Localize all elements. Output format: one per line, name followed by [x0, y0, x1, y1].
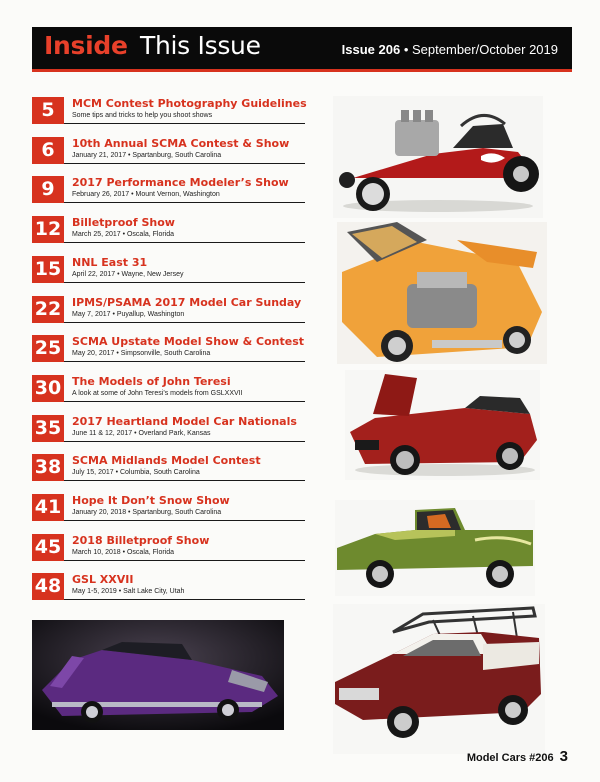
toc-page-number: 45 [32, 534, 64, 561]
toc-entry [32, 176, 305, 204]
toc-page-number: 6 [32, 137, 64, 164]
toc-page-number: 22 [32, 296, 64, 323]
toc-divider [64, 163, 305, 164]
toc-title: 2018 Billetproof Show [72, 534, 210, 547]
toc-divider [64, 242, 305, 243]
toc-subtitle: May 7, 2017 • Puyallup, Washington [72, 311, 185, 318]
toc-entry [32, 296, 305, 324]
issue-info [342, 42, 558, 57]
toc-title: SCMA Midlands Model Contest [72, 454, 261, 467]
photo-orange-nova [337, 222, 547, 364]
toc-entry [32, 216, 305, 244]
header-this-issue: This Issue [140, 31, 261, 60]
toc-title: MCM Contest Photography Guidelines [72, 97, 307, 110]
toc-title: 10th Annual SCMA Contest & Show [72, 137, 290, 150]
issue-number: Issue 206 [341, 42, 401, 57]
toc-entry [32, 137, 305, 165]
toc-subtitle: January 20, 2018 • Spartanburg, South Carolina [72, 509, 222, 516]
toc-title: Hope It Don’t Snow Show [72, 494, 230, 507]
toc-subtitle: May 1-5, 2019 • Salt Lake City, Utah [72, 588, 185, 595]
page-number: 3 [559, 748, 568, 765]
toc-divider [64, 599, 305, 600]
toc-page-number: 41 [32, 494, 64, 521]
toc-title: IPMS/PSAMA 2017 Model Car Sunday [72, 296, 302, 309]
toc-divider [64, 282, 305, 283]
toc-page-number: 35 [32, 415, 64, 442]
toc-divider [64, 441, 305, 442]
toc-title: 2017 Heartland Model Car Nationals [72, 415, 297, 428]
toc-entry [32, 573, 305, 601]
toc-entry [32, 494, 305, 522]
page-footer [467, 748, 568, 765]
toc-divider [64, 202, 305, 203]
toc-entry [32, 97, 305, 125]
toc-subtitle: June 11 & 12, 2017 • Overland Park, Kansas [72, 430, 211, 437]
toc-entry [32, 534, 305, 562]
toc-entry [32, 335, 305, 363]
photo-green-pickup [335, 500, 535, 596]
toc-subtitle: A look at some of John Teresi’s models from GSLXXVII [72, 390, 243, 397]
toc-divider [64, 361, 305, 362]
toc-entry [32, 415, 305, 443]
toc-divider [64, 401, 305, 402]
toc-title: 2017 Performance Modeler’s Show [72, 176, 289, 189]
issue-separator: • [403, 42, 409, 57]
toc-divider [64, 560, 305, 561]
toc-subtitle: February 26, 2017 • Mount Vernon, Washington [72, 191, 220, 198]
toc-subtitle: July 15, 2017 • Columbia, South Carolina [72, 469, 200, 476]
toc-page-number: 9 [32, 176, 64, 203]
toc-divider [64, 520, 305, 521]
toc-title: Billetproof Show [72, 216, 175, 229]
toc-page-number: 30 [32, 375, 64, 402]
photo-altered-dragster [333, 96, 543, 218]
toc-title: GSL XXVII [72, 573, 134, 586]
issue-header [32, 27, 572, 72]
toc-title: SCMA Upstate Model Show & Contest [72, 335, 305, 348]
toc-title: The Models of John Teresi [72, 375, 231, 388]
toc-subtitle: May 20, 2017 • Simpsonville, South Carolina [72, 350, 211, 357]
photo-purple-cadillac [32, 620, 284, 730]
toc-divider [64, 322, 305, 323]
toc-divider [64, 123, 305, 124]
toc-divider [64, 480, 305, 481]
photo-maroon-truck [333, 604, 545, 754]
toc-entry [32, 375, 305, 403]
toc-title: NNL East 31 [72, 256, 148, 269]
toc-subtitle: March 25, 2017 • Oscala, Florida [72, 231, 175, 238]
toc-page-number: 12 [32, 216, 64, 243]
toc-entry [32, 256, 305, 284]
toc-page-number: 5 [32, 97, 64, 124]
toc-page-number: 15 [32, 256, 64, 283]
photo-red-camaro [345, 370, 540, 480]
issue-date: September/October 2019 [412, 42, 558, 57]
toc-entry [32, 454, 305, 482]
toc-subtitle: January 21, 2017 • Spartanburg, South Carolina [72, 152, 222, 159]
toc-subtitle: April 22, 2017 • Wayne, New Jersey [72, 271, 184, 278]
header-inside-word: Inside [44, 31, 128, 60]
toc-page-number: 38 [32, 454, 64, 481]
footer-magazine: Model Cars #206 [466, 752, 554, 764]
toc-page-number: 25 [32, 335, 64, 362]
toc-subtitle: March 10, 2018 • Oscala, Florida [72, 549, 175, 556]
toc-subtitle: Some tips and tricks to help you shoot shows [72, 112, 213, 119]
toc-page-number: 48 [32, 573, 64, 600]
